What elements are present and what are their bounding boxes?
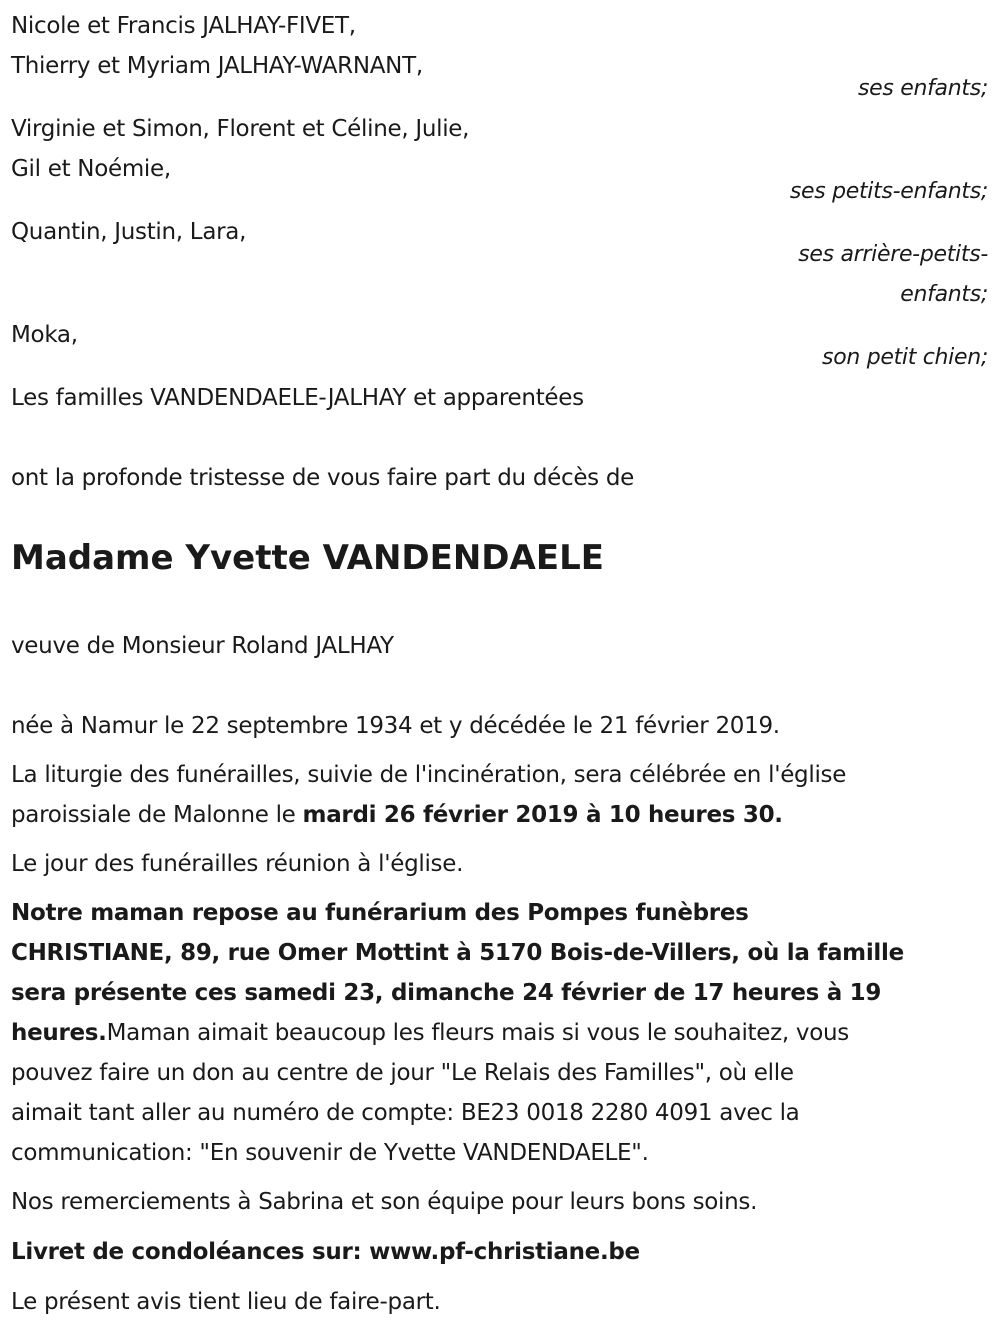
deceased-name: Madame Yvette VANDENDAELE xyxy=(11,538,604,578)
funerarium-line-3: sera présente ces samedi 23, dimanche 24 février de 17 heures à 19 xyxy=(11,980,882,1006)
liturgy-prefix: paroissiale de Malonne le xyxy=(11,802,303,828)
liturgy-date: mardi 26 février 2019 à 10 heures 30. xyxy=(302,802,783,828)
birth-death: née à Namur le 22 septembre 1934 et y décédée le 21 février 2019. xyxy=(11,713,780,739)
great-grandchildren-line: Quantin, Justin, Lara, xyxy=(11,219,247,245)
grandchildren-line-2: Gil et Noémie, xyxy=(11,156,171,182)
condolences-link[interactable]: Livret de condoléances sur: www.pf-christiane.be xyxy=(11,1239,640,1265)
pet-label: son petit chien; xyxy=(822,345,988,370)
great-grandchildren-label-1: ses arrière-petits- xyxy=(798,242,988,267)
pet-line: Moka, xyxy=(11,322,78,348)
announcement: ont la profonde tristesse de vous faire part du décès de xyxy=(11,465,635,491)
families-line: Les familles VANDENDAELE-JALHAY et apparentées xyxy=(11,385,584,411)
funerarium-hours-end: heures. xyxy=(11,1020,107,1046)
funerarium-line-2: CHRISTIANE, 89, rue Omer Mottint à 5170 Bois-de-Villers, où la famille xyxy=(11,940,904,966)
liturgy-line-2 xyxy=(11,795,783,835)
children-line-2: Thierry et Myriam JALHAY-WARNANT, xyxy=(11,53,423,79)
great-grandchildren-label-2: enfants; xyxy=(900,282,988,307)
funerarium-line-5: pouvez faire un don au centre de jour "Le Relais des Familles", où elle xyxy=(11,1060,794,1086)
grandchildren-label: ses petits-enfants; xyxy=(789,179,988,204)
funerarium-line-7: communication: "En souvenir de Yvette VANDENDAELE". xyxy=(11,1140,649,1166)
liturgy-line-1: La liturgie des funérailles, suivie de l'incinération, sera célébrée en l'église xyxy=(11,762,847,788)
funerarium-line-4 xyxy=(11,1013,849,1053)
funerarium-flowers: Maman aimait beaucoup les fleurs mais si vous le souhaitez, vous xyxy=(106,1020,849,1046)
thanks: Nos remerciements à Sabrina et son équipe pour leurs bons soins. xyxy=(11,1189,758,1215)
notice: Le présent avis tient lieu de faire-part. xyxy=(11,1289,441,1315)
grandchildren-line-1: Virginie et Simon, Florent et Céline, Julie, xyxy=(11,116,470,142)
gathering: Le jour des funérailles réunion à l'église. xyxy=(11,851,464,877)
children-line-1: Nicole et Francis JALHAY-FIVET, xyxy=(11,13,356,39)
funerarium-line-6: aimait tant aller au numéro de compte: BE23 0018 2280 4091 avec la xyxy=(11,1100,800,1126)
children-label: ses enfants; xyxy=(857,76,988,101)
funerarium-line-1: Notre maman repose au funérarium des Pompes funèbres xyxy=(11,900,749,926)
widow-of: veuve de Monsieur Roland JALHAY xyxy=(11,633,394,659)
